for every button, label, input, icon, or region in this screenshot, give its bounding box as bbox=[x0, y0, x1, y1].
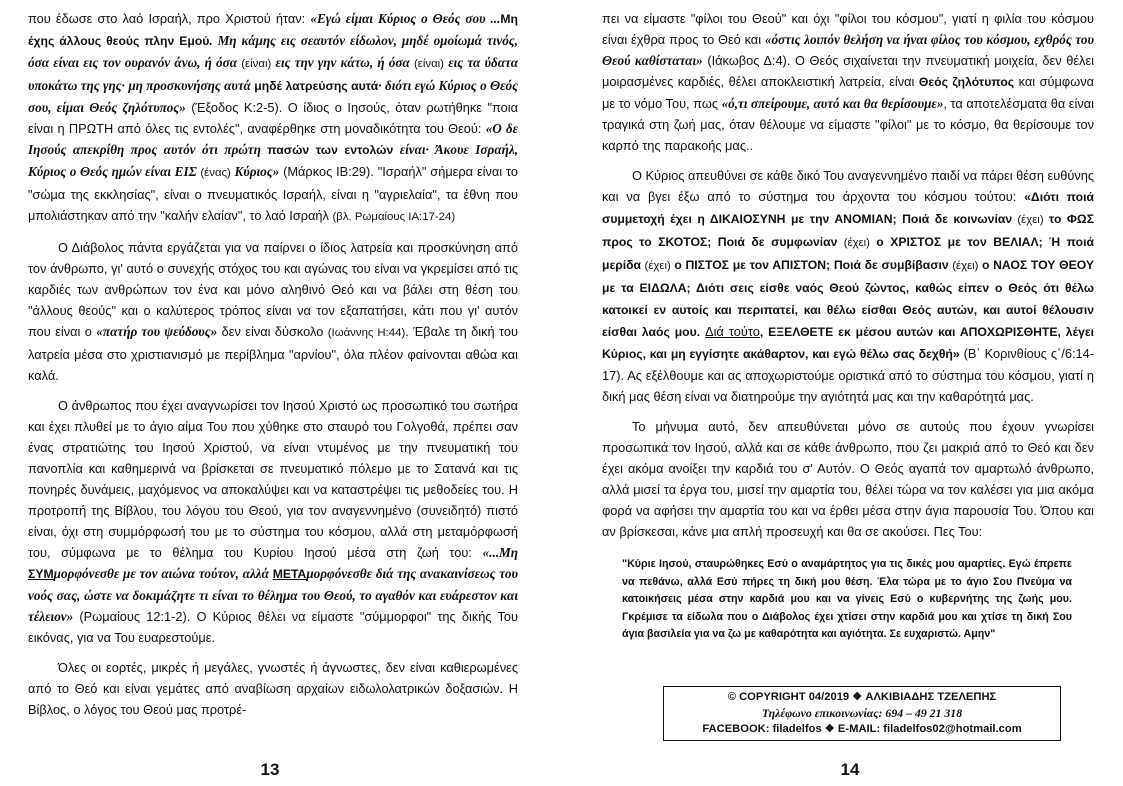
left-paragraph-1 bbox=[28, 8, 518, 228]
text-run: που έδωσε στο λαό Ισραήλ, προ Χριστού ήταν: bbox=[28, 11, 311, 26]
text-run: (έχει) bbox=[837, 237, 877, 249]
text-run: Ο άνθρωπος που έχει αναγνωρίσει τον Ιησού Χριστό ως προσωπικό του σωτήρα και έχει πλυθεί με το άγιο αίμα Του που χύθηκε στο σταυρό του Γολγοθά, πρέπει σαν ένας στρατιώτης του Ιησού Χριστού, να είναι ντυμένος με την πνευματική του πανοπλία και καθημερινά να βρίσκεται σε πνευματικό πόλεμο με το Σατανά και τις πονηρές δυνάμεις, μαχόμενος να αποκαλύψει και να καταστρέψει τις μεθοδείες του. Η προτροπή της Βίβλου, του λόγου του Θεού, για τον αναγεννημένο (συνειδητό) πιστό είναι, όχι στη συμμόρφωσή του με το σύστημα του κόσμου, αλλά στη μεταμόρφωσή του, σύμφωνα με το θέλημα του Κυρίου Ιησού μέσα στη ζωή του: bbox=[28, 398, 518, 560]
text-run: (ένας) bbox=[200, 167, 231, 179]
text-run: μορφόνεσθε διά της ανακαινίσεως του νοός σας, ώστε να δοκιμάζητε τι είναι το θέλημα του Θεού, το αγαθόν και ευάρεστον και τέλειον» bbox=[28, 566, 518, 624]
text-run: ΜΕΤΑ bbox=[272, 567, 307, 581]
text-run: δεν είναι δύσκολο bbox=[217, 324, 328, 339]
left-paragraph-2 bbox=[28, 237, 518, 386]
text-run: Ο Διάβολος πάντα εργάζεται για να παίρνει ο ίδιος λατρεία και προσκύνηση από τον άνθρωπο, γι' αυτό ο συνεχής στόχος του και αγώνας του είναι να γκρεμίσει από τις καρδιές των ανθρώπων τον ένα και μόνο αληθινό Θεό και να βάλει στη θέση του "άλλους θεούς" και ο καλύτερος τρόπος είναι να τον εξαπατήσει, κάτι που γι' αυτόν που είναι ο bbox=[28, 240, 518, 339]
text-run: «πατήρ του ψεύδους» bbox=[96, 324, 218, 339]
text-run: Κύριος» bbox=[230, 164, 280, 179]
text-run: (Ιάκωβος Δ:4). Ο Θεός σιχαίνεται την πνευματική μοιχεία, δεν θέλει μοιρασμένες καρδιές, θέλει αποκλειστική λατρεία, είναι bbox=[602, 53, 1094, 89]
prayer-text: "Κύριε Ιησού, σταυρώθηκες Εσύ ο αναμάρτητος για τις δικές μου αμαρτίες. Εγώ έπρεπε να πεθάνω, αλλά Εσύ πήρες τη δική μου θέση. Έλα τώρα με το άγιο Σου Πνεύμα να κατοικήσεις μέσα στην καρδιά μου και να γίνεις Εσύ ο κυβερνήτης της ζωής μου. Γκρέμισε τα είδωλα που ο Διάβολος έχει χτίσει στην καρδιά μου και χτίσε τη δική Σου άγια βασιλεία για να ζω με καθαρότητα και αγιότητα. Σε ευχαριστώ. Αμην" bbox=[622, 558, 1072, 641]
text-run: «Ο δε Ιησούς απεκρίθη προς αυτόν ότι πρώτη bbox=[28, 121, 518, 157]
text-run: · διότι εγώ Κύριος ο Θεός σου, είμαι Θεός ζηλότυπος» bbox=[28, 78, 518, 115]
text-run: πασών των εντολών bbox=[267, 143, 394, 157]
text-run: (είναι) bbox=[241, 58, 272, 70]
text-run: . Μη κάμης εις σεαυτόν είδωλον, μηδέ ομοίωμά τινός, όσα είναι εις τον ουρανόν άνω, ή όσα bbox=[28, 33, 518, 70]
text-run: και σύμφωνα με το νόμο Του, πως bbox=[602, 74, 1094, 111]
left-paragraph-3 bbox=[28, 395, 518, 648]
text-run: είναι· Άκουε Ισραήλ, Κύριος ο Θεός ημών είναι ΕΙΣ bbox=[28, 142, 518, 179]
text-run: (Μάρκος ΙΒ:29). "Ισραήλ" σήμερα είναι το "σώμα της εκκλησίας", είναι ο πνευματικός Ισραήλ, είναι η "αγριελαία", τα έθνη που μπολιάστηκαν από την "καλήν ελαίαν", το λαό Ισραήλ bbox=[28, 164, 518, 223]
copyright-line: © COPYRIGHT 04/2019 ❖ ΑΛΚΙΒΙΑΔΗΣ ΤΖΕΛΕΠΗΣ bbox=[727, 691, 997, 703]
text-run: (είναι) bbox=[413, 58, 444, 70]
text-run: ο ΝΑΟΣ ΤΟΥ ΘΕΟΥ με τα ΕΙΔΩΛΑ; Διότι σεις είσθε ναός Θεού ζώντος, καθώς είπεν ο Θεός ότι θέλω κατοικεί εν αυτοίς και περιπατεί, και θέλω είσθαι Θεός αυτών, και αυτοί θέλουσιν είσθαι λαός μου. bbox=[602, 258, 1094, 339]
text-run: «Διότι ποιά συμμετοχή έχει η ΔΙΚΑΙΟΣΥΝΗ με την ΑΝΟΜΙΑΝ; Ποιά δε κοινωνίαν bbox=[602, 190, 1094, 226]
text-run: «...Μη bbox=[482, 545, 518, 560]
text-run: (έχει) bbox=[948, 260, 982, 272]
right-page bbox=[602, 8, 1094, 748]
left-page bbox=[28, 8, 518, 748]
text-run: Θεός ζηλότυπος bbox=[918, 75, 1015, 89]
text-run: Το μήνυμα αυτό, δεν απευθύνεται μόνο σε αυτούς που έχουν γνωρίσει προσωπικά τον Ιησού, αλλά και σε κάθε άνθρωπο, που ζει μακριά από το Θεό και δεν έχει ακόμα ανοίξει την καρδιά του σ' Αυτόν. Ο Θεός αγαπά τον αμαρτωλό άνθρωπο, αλλά μισεί τα έργα του, μισεί την αμαρτία του, θέλει τώρα να τον καλέσει για μια ακόμα φορά να αφήσει την αμαρτία του και να έρθει μέσα στην άγια παρουσία Του. Όπου και αν βρίσκεσαι, κάνε μια απλή προσευχή και θα σε ακούσει. Πες Του: bbox=[602, 419, 1094, 539]
text-run: Ο Κύριος απευθύνει σε κάθε δικό Του αναγεννημένο παιδί να πάρει θέση ευθύνης και να βγει έξω από το σύστημα του άρχοντα του κόσμου τούτου: bbox=[602, 168, 1094, 204]
copyright-box bbox=[663, 686, 1061, 741]
page-number-right: 14 bbox=[840, 760, 860, 779]
text-run: Μη έχης άλλους θεούς πλην Εμού bbox=[28, 12, 518, 48]
right-paragraph-2 bbox=[602, 165, 1094, 407]
text-run: . Έβαλε τη δική του λατρεία μέσα στο χριστιανισμό με περίβλημα "αρνίου", όλα πλέον φαίνονται αθώα και καλά. bbox=[28, 324, 518, 383]
text-run: πει να είμαστε "φίλοι του Θεού" και όχι "φίλοι του κόσμου", γιατί η φιλία του κόσμου είναι έχθρα προς το Θεό και bbox=[602, 11, 1094, 47]
text-run: μορφόνεσθε με τον αιώνα τούτον, αλλά bbox=[53, 566, 273, 581]
text-run: Διά τούτο bbox=[705, 324, 760, 339]
contact-line: FACEBOOK: filadelfos ❖ E-MAIL: filadelfos02@hotmail.com bbox=[702, 723, 1022, 735]
left-paragraph-4 bbox=[28, 657, 518, 720]
page-number-left: 13 bbox=[260, 760, 280, 779]
text-run: ΣΥΜ bbox=[28, 567, 54, 581]
text-run: (έχει) bbox=[641, 260, 675, 272]
text-run: , ΕΞΕΛΘΕΤΕ εκ μέσου αυτών και ΑΠΟΧΩΡΙΣΘΗΤΕ, λέγει Κύριος, και μη εγγίσητε ακάθαρτον, και εγώ θέλω σας δεχθή» bbox=[602, 325, 1094, 361]
text-run: (Έξοδος Κ:2-5). Ο ίδιος ο Ιησούς, όταν ρωτήθηκε "ποια είναι η ΠΡΩΤΗ από όλες τις εντολές", αναφέρθηκε στη μοναδικότητα του Θεού: bbox=[28, 100, 518, 136]
text-run: το ΦΩΣ προς το ΣΚΟΤΟΣ; Ποιά δε συμφωνίαν bbox=[602, 212, 1094, 249]
text-run: , τα αποτελέσματα θα είναι τραγικά στη ζωή μας, όταν θέλουμε να είμαστε "φίλοι" με το κόσμο, θα θερίσουμε τον καρπό της παρακοής μας.. bbox=[602, 96, 1094, 153]
text-run: «Εγώ είμαι Κύριος ο Θεός σου ... bbox=[310, 11, 501, 26]
text-run: (Β΄ Κορινθίους ς΄/6:14-17). Ας εξέλθουμε και ας αποχωριστούμε οριστικά από το σύστημα του κόσμου, γιατί η δική μας θέση είναι να διατηρούμε την αγιότητά μας και την καθαρότητά μας. bbox=[602, 346, 1094, 404]
text-run: (Ρωμαίους 12:1-2). Ο Κύριος θέλει να είμαστε "σύμμορφοι" της δικής Του εικόνας, για να Του ευαρεστούμε. bbox=[28, 609, 518, 645]
text-run: ο ΠΙΣΤΟΣ με τον ΑΠΙΣΤΟΝ; Ποιά δε συμβίβασιν bbox=[674, 258, 949, 272]
text-run: μηδέ λατρεύσης αυτά bbox=[254, 79, 379, 93]
text-run: εις τα ύδατα υποκάτω της γης· μη προσκυνήσης αυτά bbox=[28, 55, 518, 93]
text-run: εις την γην κάτω, ή όσα bbox=[271, 55, 414, 70]
text-run: (βλ. Ρωμαίους ΙΑ:17-24) bbox=[332, 211, 456, 223]
text-run: (έχει) bbox=[1012, 214, 1049, 226]
phone-line: Τηλέφωνο επικοινωνίας: 694 – 49 21 318 bbox=[761, 706, 963, 720]
right-paragraph-1 bbox=[602, 8, 1094, 156]
right-paragraph-3 bbox=[602, 416, 1094, 542]
text-run: (Ιωάννης Η:44) bbox=[327, 327, 406, 339]
text-run: Όλες οι εορτές, μικρές ή μεγάλες, γνωστές ή άγνωστες, δεν είναι καθιερωμένες από το Θεό και είναι γεμάτες από αναβίωση αρχαίων ειδωλολατρικών δοξασιών. Η Βίβλος, ο λόγος του Θεού μας προτρέ- bbox=[28, 660, 518, 717]
text-run: «ό,τι σπείρουμε, αυτό και θα θερίσουμε» bbox=[721, 96, 944, 111]
text-run: ο ΧΡΙΣΤΟΣ με τον ΒΕΛΙΑΛ; Ή ποιά μερίδα bbox=[602, 235, 1094, 272]
text-run: «όστις λοιπόν θελήση να ήναι φίλος του κόσμου, εχθρός του Θεού καθίσταται» bbox=[602, 32, 1094, 68]
